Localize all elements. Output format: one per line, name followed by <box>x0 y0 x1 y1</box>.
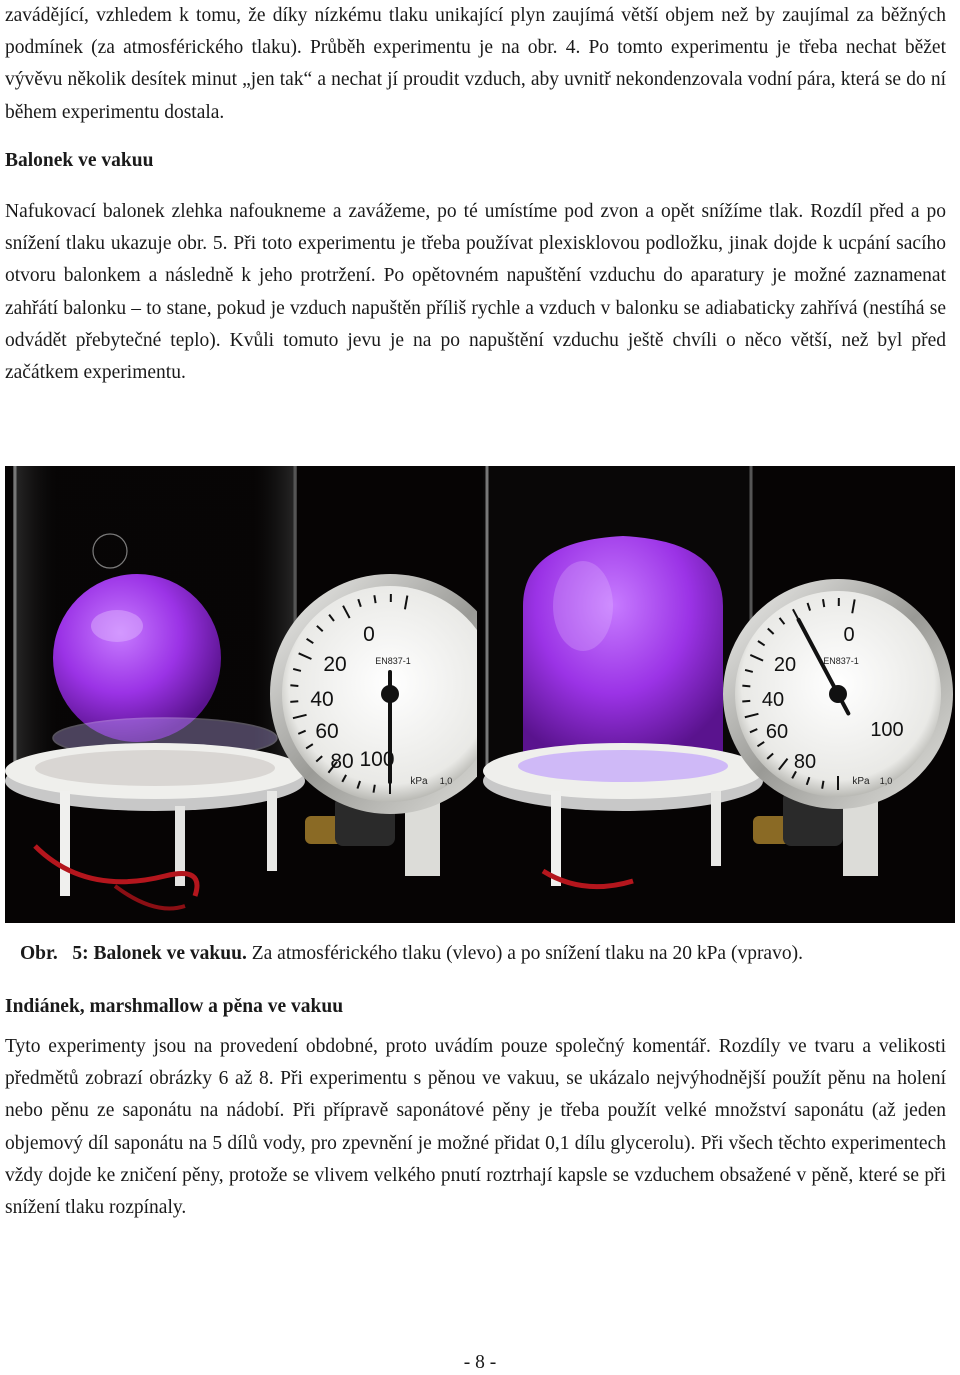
photo-atmospheric <box>5 466 477 923</box>
gauge-tick-label: 20 <box>773 654 797 676</box>
intro-paragraph: zavádějící, vzhledem k tomu, že díky nízkému tlaku unikající plyn zaujímá větší objem než by zaujímal za běžných podmínek (za atmosférického tlaku). Průběh experimentu je na obr. 4. Po tomto experimentu je třeba nechat běžet vývěvu několik desítek minut „jen tak“ a nechat jí proudit vzduch, aby uvnitř nekondenzovala vodní pára, která se do ní během experimentu dostala. <box>5 5 946 123</box>
gauge-class-label: 1,0 <box>879 776 893 786</box>
caption-title: 5: Balonek ve vakuu. <box>72 943 247 964</box>
page-number: - 8 - <box>463 1352 497 1373</box>
caption-text: Za atmosférického tlaku (vlevo) a po snížení tlaku na 20 kPa (vpravo). <box>246 943 803 964</box>
gauge-tick <box>742 686 750 687</box>
balloon <box>523 536 723 766</box>
photo-reduced-pressure <box>483 466 955 923</box>
gauge-tick-label: 60 <box>765 721 789 743</box>
gauge-tick-label: 40 <box>310 688 334 711</box>
figure-balloon-vacuum <box>5 466 955 923</box>
gauge-tick-label: 0 <box>363 623 375 646</box>
gauge-standard-label: EN837-1 <box>375 656 411 666</box>
gauge-tick-label: 100 <box>359 748 395 771</box>
gauge-tick <box>374 595 375 603</box>
balloon-paragraph: Nafukovací balonek zlehka nafoukneme a zavážeme, po té umístíme pod zvon a opět snížíme tlak. Rozdíl před a po snížení tlaku ukazuje obr. 5. Při toto experimentu je třeba používat plexisklovou podložku, jinak dojde k ucpání sacího otvoru balonkem a následně k jeho protržení. Po opětovném napuštění vzduchu do aparatury je možné zaznamenat zahřátí balonku – to stane, pokud je vzduch napuštěn příliš rychle a vzduch v balonku se adiabaticky zahřívá (nestíhá se odvádět přebytečné teplo). Kvůli tomuto jevu je na po napuštění vzduchu ještě chvíli o něco větší, než byl před začátkem experimentu. <box>5 201 946 384</box>
gauge-tick-label: 0 <box>843 624 855 646</box>
gauge-tick <box>822 781 823 789</box>
gauge-class-label: 1,0 <box>439 776 453 786</box>
gauge-tick <box>373 785 374 793</box>
gauge-tick <box>742 701 750 702</box>
gauge-tick <box>290 685 298 686</box>
caption-prefix: Obr. <box>20 943 58 964</box>
gauge-tick-label: 40 <box>761 689 785 711</box>
foam-paragraph: Tyto experimenty jsou na provedení obdobné, proto uvádím pouze společný komentář. Rozdíly ve tvaru a velikosti předmětů zobrazí obrázky 6 až 8. Při experimentu s pěnou ve vakuu, se ukázalo nejvýhodnější použít pěnu na holení nebo pěnu ze saponátu na nádobí. Při přípravě saponátové pěny je třeba použít velké množství saponátu (až jeden objemový díl saponátu na 5 dílů vody, pro zpevnění je možné přidat 0,1 dílu glycerolu). Při všech těchto experimentech vždy dojde ke zničení pěny, protože se vlivem velkého pnutí roztrhají kapsle se vzduchem obsažené v pěně, které se při snížení tlaku rozpínaly. <box>5 1036 946 1219</box>
gauge-tick-label: 20 <box>323 653 347 676</box>
figure-caption <box>20 941 803 967</box>
gauge-tick <box>823 599 824 607</box>
section-heading-balloon: Balonek ve vakuu <box>5 150 154 171</box>
gauge-tick-label: 80 <box>330 750 354 773</box>
gauge-unit-label: kPa <box>410 776 428 787</box>
gauge-tick-label: 100 <box>870 719 904 741</box>
gauge-tick-label: 60 <box>315 720 339 743</box>
gauge-tick-label: 80 <box>793 751 817 773</box>
gauge-tick <box>290 701 298 702</box>
gauge-standard-label: EN837-1 <box>823 656 859 666</box>
pressure-gauge-right <box>723 579 953 809</box>
section-heading-foam: Indiánek, marshmallow a pěna ve vakuu <box>5 996 344 1017</box>
gauge-unit-label: kPa <box>852 776 870 787</box>
balloon <box>53 574 221 742</box>
